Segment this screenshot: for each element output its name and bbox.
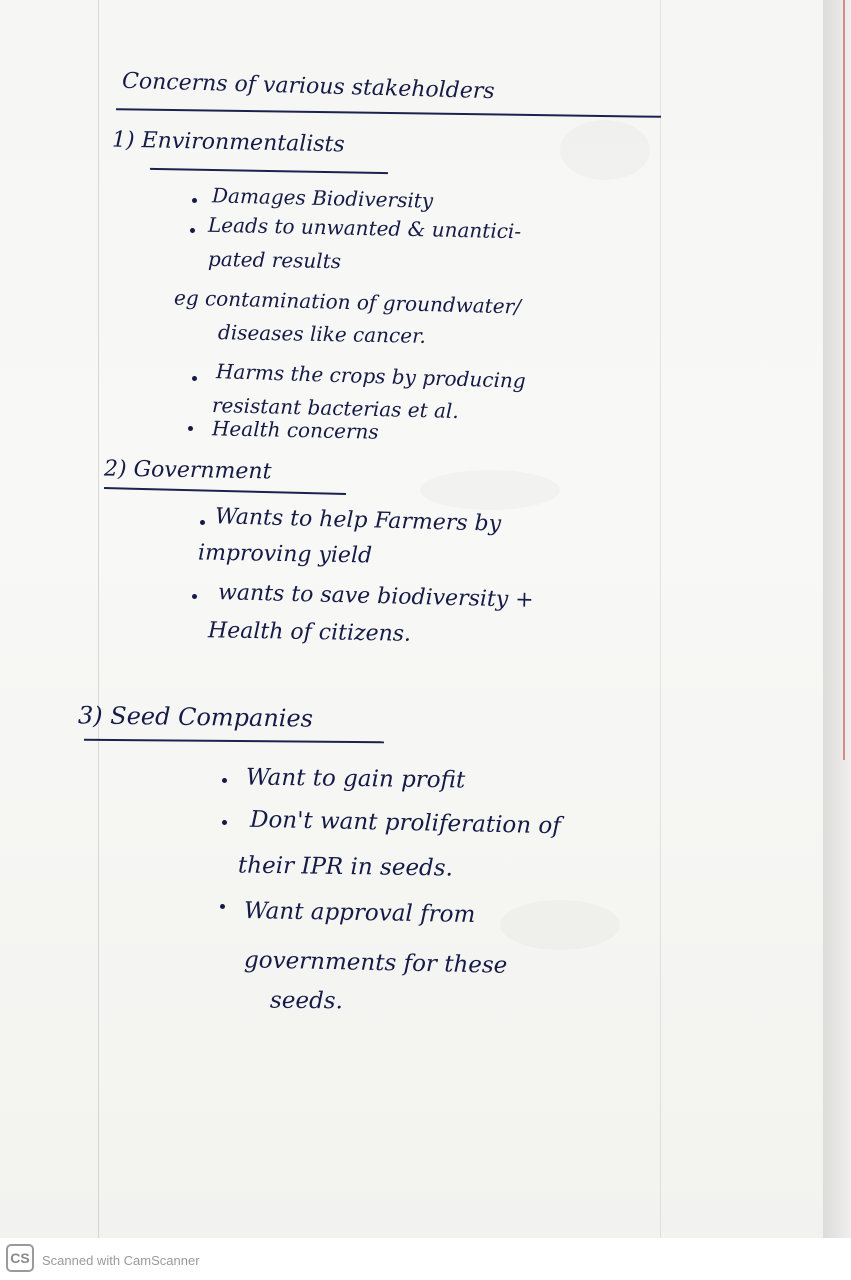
bullet-dot <box>220 904 225 909</box>
paper-smudge <box>420 470 560 510</box>
list-item: Health concerns <box>211 416 379 444</box>
list-item-continuation: Health of citizens. <box>207 618 412 647</box>
camscanner-logo: CS <box>6 1244 34 1272</box>
list-item-continuation: governments for these <box>243 947 508 979</box>
paper-smudge <box>560 120 650 180</box>
bullet-dot <box>190 228 195 233</box>
bullet-dot <box>222 820 227 825</box>
red-margin-line <box>843 0 845 760</box>
title-underline <box>116 108 661 118</box>
list-item-continuation: seeds. <box>269 987 344 1015</box>
list-item: Damages Biodiversity <box>211 183 434 213</box>
list-item: Leads to unwanted & unantici- <box>207 212 522 244</box>
bullet-dot <box>188 426 193 431</box>
list-item: Harms the crops by producing <box>215 359 526 393</box>
page-margin-line <box>660 0 661 1238</box>
bullet-dot <box>200 520 205 525</box>
page-edge-shadow <box>823 0 851 1238</box>
bullet-dot <box>192 594 197 599</box>
example-line: eg contamination of groundwater/ <box>173 285 522 319</box>
list-item-continuation: improving yield <box>197 540 373 569</box>
list-item: Want to gain profit <box>245 764 466 794</box>
list-item: wants to save biodiversity + <box>217 580 534 613</box>
page-fold-line <box>98 0 99 1238</box>
section-heading-seed-companies: 3) Seed Companies <box>77 701 314 733</box>
bullet-dot <box>192 376 197 381</box>
list-item: Don't want proliferation of <box>249 806 562 840</box>
example-line-continuation: diseases like cancer. <box>217 320 427 348</box>
section-heading-environmentalists: 1) Environmentalists <box>111 127 345 158</box>
bullet-dot <box>222 778 227 783</box>
section-heading-government: 2) Government <box>103 456 272 485</box>
list-item: Want approval from <box>243 897 476 929</box>
list-item: Wants to help Farmers by <box>214 504 502 537</box>
list-item-continuation: pated results <box>207 246 342 274</box>
bullet-dot <box>192 198 197 203</box>
section-underline <box>84 739 384 744</box>
section-underline <box>150 168 388 174</box>
list-item-continuation: their IPR in seeds. <box>237 852 454 882</box>
paper-smudge <box>500 900 620 950</box>
page-title: Concerns of various stakeholders <box>121 68 495 105</box>
section-underline <box>104 487 346 495</box>
list-item-continuation: resistant bacterias et al. <box>211 392 460 424</box>
scanner-watermark: Scanned with CamScanner <box>42 1253 200 1268</box>
